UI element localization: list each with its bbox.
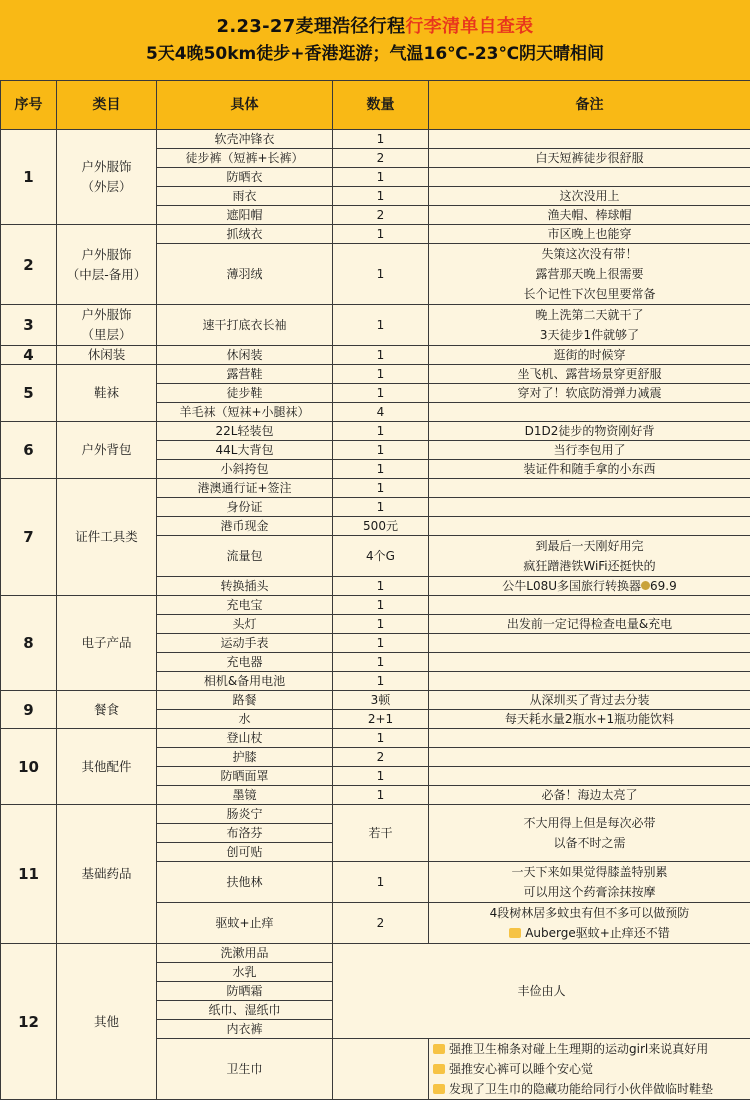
- item-note: [429, 729, 750, 748]
- col-header-qty: 数量: [333, 81, 429, 130]
- group-category: 户外服饰 （里层）: [57, 305, 157, 346]
- group-category: 鞋袜: [57, 365, 157, 422]
- item-note: 到最后一天刚好用完 疯狂蹭港铁WiFi还挺快的: [429, 536, 750, 577]
- col-header-notes: 备注: [429, 81, 750, 130]
- item-name: 肠炎宁: [157, 805, 333, 824]
- money-bag-icon: [641, 581, 650, 590]
- item-name: 布洛芬: [157, 824, 333, 843]
- item-qty: 1: [333, 225, 429, 244]
- group-category: 户外服饰 （外层）: [57, 130, 157, 225]
- group-category: 餐食: [57, 691, 157, 729]
- item-name: 休闲装: [157, 346, 333, 365]
- group-category: 其他: [57, 944, 157, 1100]
- item-note: 每天耗水量2瓶水+1瓶功能饮料: [429, 710, 750, 729]
- table-row: [1, 346, 750, 365]
- item-name: 速干打底衣长袖: [157, 305, 333, 346]
- item-name: 纸巾、湿纸巾: [157, 1001, 333, 1020]
- group-index: 9: [1, 691, 57, 729]
- group-category: 电子产品: [57, 596, 157, 691]
- item-qty: 1: [333, 729, 429, 748]
- item-name: 水乳: [157, 963, 333, 982]
- item-note: D1D2徒步的物资刚好背: [429, 422, 750, 441]
- item-note: 出发前一定记得检查电量&充电: [429, 615, 750, 634]
- item-note: [429, 517, 750, 536]
- item-note: 强推卫生棉条对碰上生理期的运动girl来说真好用 强推安心裤可以睡个安心觉 发现了卫生巾的隐藏功能给同行小伙伴做临时鞋垫: [429, 1039, 750, 1100]
- item-qty: 2: [333, 149, 429, 168]
- group-index: 12: [1, 944, 57, 1100]
- item-note: 失策这次没有带！ 露营那天晚上很需要 长个记性下次包里要常备: [429, 244, 750, 305]
- item-qty: 4: [333, 403, 429, 422]
- title-highlight: 行李清单自查表: [405, 16, 533, 37]
- item-note: 公牛L08U多国旅行转换器 69.9: [429, 577, 750, 596]
- item-qty: 1: [333, 168, 429, 187]
- item-note: 当行李包用了: [429, 441, 750, 460]
- group-index: 6: [1, 422, 57, 479]
- item-qty: 1: [333, 653, 429, 672]
- item-name: 身份证: [157, 498, 333, 517]
- group-index: 1: [1, 130, 57, 225]
- item-name: 水: [157, 710, 333, 729]
- item-qty: 4个G: [333, 536, 429, 577]
- item-name: 运动手表: [157, 634, 333, 653]
- item-name: 小斜挎包: [157, 460, 333, 479]
- item-name: 充电宝: [157, 596, 333, 615]
- item-name: 头灯: [157, 615, 333, 634]
- item-qty: 2+1: [333, 710, 429, 729]
- item-note-merged: 丰俭由人: [333, 944, 750, 1039]
- item-name: 充电器: [157, 653, 333, 672]
- item-qty: 1: [333, 244, 429, 305]
- item-note: [429, 748, 750, 767]
- item-note: 从深圳买了背过去分装: [429, 691, 750, 710]
- title-line-2: 5天4晚50km徒步+香港逛游；气温16℃-23℃阴天晴相间: [146, 41, 604, 67]
- item-qty: 1: [333, 634, 429, 653]
- table-row: [1, 130, 750, 149]
- item-qty: 1: [333, 422, 429, 441]
- item-qty: 1: [333, 384, 429, 403]
- item-qty: 1: [333, 130, 429, 149]
- item-note: [429, 634, 750, 653]
- item-qty: 1: [333, 187, 429, 206]
- crown-icon: [433, 1064, 445, 1074]
- item-qty: 1: [333, 577, 429, 596]
- table-row: [1, 691, 750, 710]
- item-name: 防晒霜: [157, 982, 333, 1001]
- title-banner: [0, 0, 750, 80]
- item-name: 洗漱用品: [157, 944, 333, 963]
- item-note: 一天下来如果觉得膝盖特别累 可以用这个药膏涂抹按摩: [429, 862, 750, 903]
- item-qty: [333, 1039, 429, 1100]
- item-qty: 1: [333, 441, 429, 460]
- item-name: 创可贴: [157, 843, 333, 862]
- group-index: 5: [1, 365, 57, 422]
- item-note: 坐飞机、露营场景穿更舒服: [429, 365, 750, 384]
- item-note: 白天短裤徒步很舒服: [429, 149, 750, 168]
- crown-icon: [509, 928, 521, 938]
- item-qty: 2: [333, 206, 429, 225]
- item-note: [429, 403, 750, 422]
- item-name: 徒步裤（短裤+长裤）: [157, 149, 333, 168]
- item-qty: 1: [333, 615, 429, 634]
- item-note: [429, 672, 750, 691]
- item-qty: 1: [333, 672, 429, 691]
- group-category: 户外背包: [57, 422, 157, 479]
- table-row: [1, 729, 750, 748]
- item-note: 必备！海边太亮了: [429, 786, 750, 805]
- item-note: [429, 168, 750, 187]
- item-qty: 1: [333, 786, 429, 805]
- table-row: [1, 365, 750, 384]
- item-note: [429, 498, 750, 517]
- item-name: 薄羽绒: [157, 244, 333, 305]
- item-name: 露营鞋: [157, 365, 333, 384]
- item-name: 港币现金: [157, 517, 333, 536]
- table-row: [1, 805, 750, 824]
- item-name: 雨衣: [157, 187, 333, 206]
- item-name: 防晒衣: [157, 168, 333, 187]
- item-name: 墨镜: [157, 786, 333, 805]
- item-name: 44L大背包: [157, 441, 333, 460]
- item-note: [429, 596, 750, 615]
- item-note: 4段树林居多蚊虫有但不多可以做预防 Auberge驱蚊+止痒还不错: [429, 903, 750, 944]
- item-note: 不大用得上但是每次必带 以备不时之需: [429, 805, 750, 862]
- item-qty: 1: [333, 498, 429, 517]
- crown-icon: [433, 1084, 445, 1094]
- item-name: 徒步鞋: [157, 384, 333, 403]
- item-note: 渔夫帽、棒球帽: [429, 206, 750, 225]
- group-index: 2: [1, 225, 57, 305]
- col-header-item: 具体: [157, 81, 333, 130]
- table-row: [1, 422, 750, 441]
- item-note: 装证件和随手拿的小东西: [429, 460, 750, 479]
- item-note: [429, 479, 750, 498]
- title-line-1: 2.23-27麦理浩径行程行李清单自查表: [217, 13, 534, 41]
- item-note: 市区晚上也能穿: [429, 225, 750, 244]
- item-note: 晚上洗第二天就干了 3天徒步1件就够了: [429, 305, 750, 346]
- item-qty: 1: [333, 365, 429, 384]
- item-name: 转换插头: [157, 577, 333, 596]
- item-qty: 1: [333, 767, 429, 786]
- item-name: 港澳通行证+签注: [157, 479, 333, 498]
- item-qty: 1: [333, 596, 429, 615]
- item-qty: 3顿: [333, 691, 429, 710]
- table-row: [1, 479, 750, 498]
- group-index: 8: [1, 596, 57, 691]
- item-qty: 若干: [333, 805, 429, 862]
- table-header-row: [1, 81, 750, 130]
- item-name: 羊毛袜（短袜+小腿袜）: [157, 403, 333, 422]
- item-qty: 2: [333, 748, 429, 767]
- table-row: [1, 944, 750, 963]
- item-note: 逛街的时候穿: [429, 346, 750, 365]
- item-qty: 1: [333, 305, 429, 346]
- item-qty: 1: [333, 479, 429, 498]
- item-note: [429, 653, 750, 672]
- group-category: 证件工具类: [57, 479, 157, 596]
- item-note: 穿对了！软底防滑弹力减震: [429, 384, 750, 403]
- item-name: 遮阳帽: [157, 206, 333, 225]
- group-index: 10: [1, 729, 57, 805]
- group-category: 户外服饰 （中层-备用）: [57, 225, 157, 305]
- item-note: [429, 767, 750, 786]
- col-header-category: 类目: [57, 81, 157, 130]
- item-note: 这次没用上: [429, 187, 750, 206]
- item-name: 内衣裤: [157, 1020, 333, 1039]
- table-row: [1, 596, 750, 615]
- item-qty: 2: [333, 903, 429, 944]
- group-index: 3: [1, 305, 57, 346]
- item-name: 护膝: [157, 748, 333, 767]
- table-row: [1, 305, 750, 346]
- item-name: 相机&备用电池: [157, 672, 333, 691]
- item-name: 卫生巾: [157, 1039, 333, 1100]
- group-index: 7: [1, 479, 57, 596]
- item-note: [429, 130, 750, 149]
- item-name: 流量包: [157, 536, 333, 577]
- item-qty: 500元: [333, 517, 429, 536]
- group-index: 4: [1, 346, 57, 365]
- item-name: 驱蚊+止痒: [157, 903, 333, 944]
- col-header-index: 序号: [1, 81, 57, 130]
- table-row: [1, 225, 750, 244]
- item-name: 防晒面罩: [157, 767, 333, 786]
- item-name: 路餐: [157, 691, 333, 710]
- item-qty: 1: [333, 460, 429, 479]
- item-name: 软壳冲锋衣: [157, 130, 333, 149]
- group-category: 基础药品: [57, 805, 157, 944]
- crown-icon: [433, 1044, 445, 1054]
- item-name: 登山杖: [157, 729, 333, 748]
- item-qty: 1: [333, 346, 429, 365]
- item-name: 扶他林: [157, 862, 333, 903]
- item-name: 22L轻装包: [157, 422, 333, 441]
- group-category: 休闲装: [57, 346, 157, 365]
- item-qty: 1: [333, 862, 429, 903]
- item-name: 抓绒衣: [157, 225, 333, 244]
- group-index: 11: [1, 805, 57, 944]
- packing-table: [0, 80, 750, 1100]
- group-category: 其他配件: [57, 729, 157, 805]
